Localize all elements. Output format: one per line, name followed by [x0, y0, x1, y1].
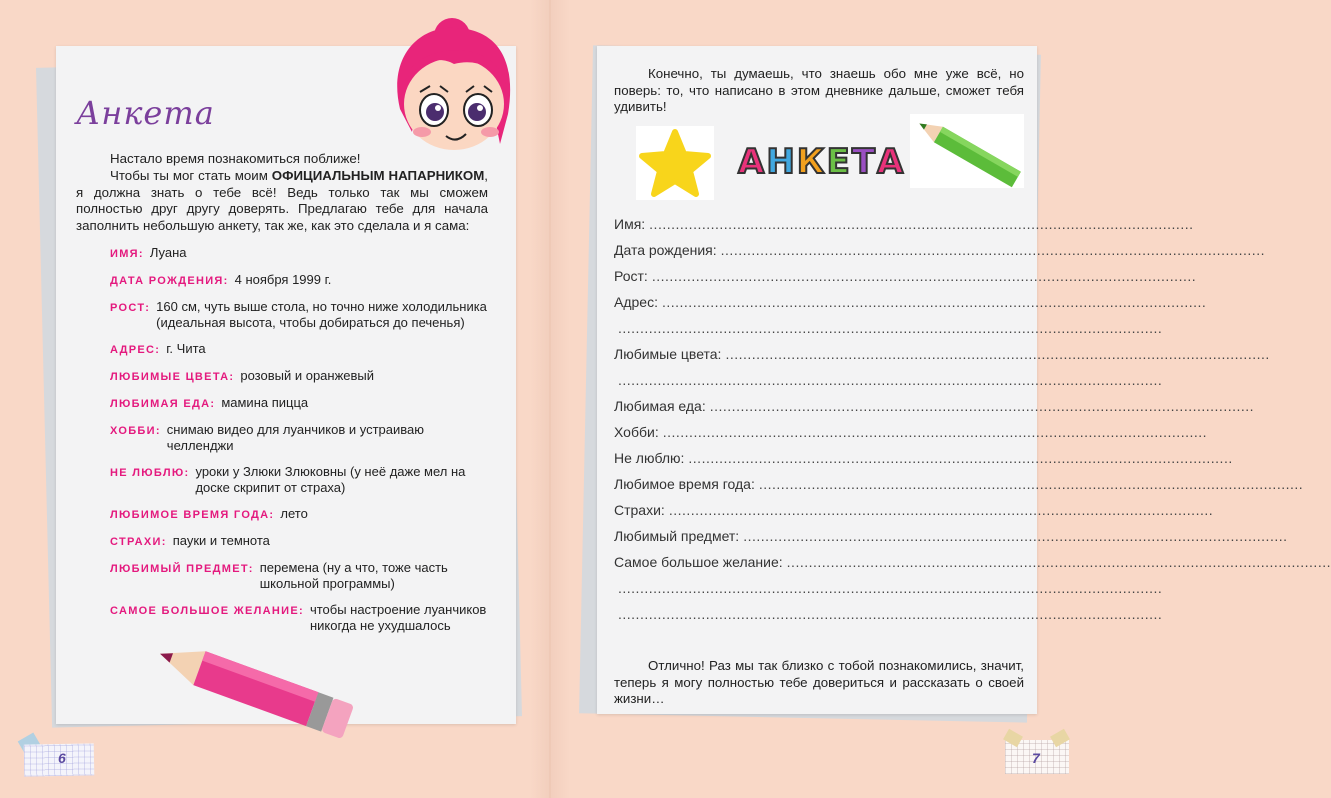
form-row-fears[interactable]: Страхи: ............................................................................................................................ [614, 502, 1214, 518]
answer-row: ИМЯ: Луана [110, 245, 187, 260]
intro-paragraph-1: Настало время познакомиться поближе! [110, 151, 361, 166]
answer-row: САМОЕ БОЛЬШОЕ ЖЕЛАНИЕ: чтобы настроение луанчиков никогда не ухудшалось [110, 602, 487, 633]
intro-text [76, 151, 488, 235]
anketa-letter: Т [851, 142, 876, 182]
anketa-letter: А [877, 142, 904, 182]
form-row-address-cont[interactable]: ............................................................................................................................ [618, 320, 1163, 336]
page-number-left: 6 [58, 750, 66, 766]
form-row-season[interactable]: Любимое время года: ............................................................................................................................ [614, 476, 1304, 492]
anketa-heading [738, 142, 903, 182]
answer-row: ХОББИ: снимаю видео для луанчиков и устраиваю челленджи [110, 422, 425, 453]
answer-row: АДРЕС: г. Чита [110, 341, 206, 356]
luana-face-illustration [382, 14, 522, 154]
anketa-letter: А [738, 142, 765, 182]
answers-list [110, 245, 490, 644]
intro-paragraph-2: Чтобы ты мог стать моим ОФИЦИАЛЬНЫМ НАПАРНИКОМ, я должна знать о тебе всё! Ведь только так мы сможем полностью друг другу доверять. Предлагаю тебе для начала заполнить небольшую анкету, так же, как это сделала и я сама: [76, 167, 488, 234]
green-pencil-sticker [910, 114, 1024, 188]
form-row-birthdate[interactable]: Дата рождения: ............................................................................................................................ [614, 242, 1265, 258]
anketa-letter: К [796, 142, 825, 182]
form-row-height[interactable]: Рост: ............................................................................................................................ [614, 268, 1197, 284]
form-row-name[interactable]: Имя: ............................................................................................................................ [614, 216, 1194, 232]
answer-row: ЛЮБИМОЕ ВРЕМЯ ГОДА: лето [110, 506, 308, 521]
page-title: Анкета [76, 94, 215, 132]
answer-row: ЛЮБИМЫЙ ПРЕДМЕТ: перемена (ну а что, тоже часть школьной программы) [110, 560, 448, 591]
outro-text: Отлично! Раз мы так близко с тобой познакомились, значит, теперь я могу полностью тебе довериться и рассказать о своей жизни… [614, 658, 1024, 707]
star-icon [636, 126, 714, 200]
star-sticker [636, 126, 714, 200]
answer-row: РОСТ: 160 см, чуть выше стола, но точно ниже холодильника (идеальная высота, чтобы добираться до печенья) [110, 299, 487, 330]
anketa-letter: Н [766, 142, 795, 182]
answer-row: СТРАХИ: пауки и темнота [110, 533, 270, 548]
form-row-wish-cont[interactable]: ............................................................................................................................ [618, 580, 1163, 596]
form-row-address[interactable]: Адрес: ............................................................................................................................ [614, 294, 1207, 310]
form-row-dislike[interactable]: Не люблю: ............................................................................................................................ [614, 450, 1233, 466]
form-row-subject[interactable]: Любимый предмет: ............................................................................................................................ [614, 528, 1288, 544]
form-row-hobby[interactable]: Хобби: ............................................................................................................................ [614, 424, 1208, 440]
pink-pencil-illustration [146, 642, 362, 734]
form-row-food[interactable]: Любимая еда: ............................................................................................................................ [614, 398, 1255, 414]
answer-row: ДАТА РОЖДЕНИЯ: 4 ноября 1999 г. [110, 272, 332, 287]
book-spine [549, 0, 551, 798]
form-row-wish-cont[interactable]: ............................................................................................................................ [618, 606, 1163, 622]
blank-form [614, 214, 1331, 630]
answer-row: НЕ ЛЮБЛЮ: уроки у Злюки Злюковны (у неё даже мел на доске скрипит от страха) [110, 464, 466, 495]
page-number-right: 7 [1032, 750, 1040, 766]
right-intro-text: Конечно, ты думаешь, что знаешь обо мне уже всё, но поверь: то, что написано в этом дневнике дальше, сможет тебя удивить! [614, 66, 1024, 115]
answer-row: ЛЮБИМАЯ ЕДА: мамина пицца [110, 395, 309, 410]
form-row-colors[interactable]: Любимые цвета: ............................................................................................................................ [614, 346, 1270, 362]
form-row-colors-cont[interactable]: ............................................................................................................................ [618, 372, 1163, 388]
anketa-letter: Е [826, 142, 850, 182]
green-pencil-icon [910, 114, 1024, 188]
form-row-wish[interactable]: Самое большое желание: ............................................................................................................................ [614, 554, 1331, 570]
answer-row: ЛЮБИМЫЕ ЦВЕТА: розовый и оранжевый [110, 368, 375, 383]
